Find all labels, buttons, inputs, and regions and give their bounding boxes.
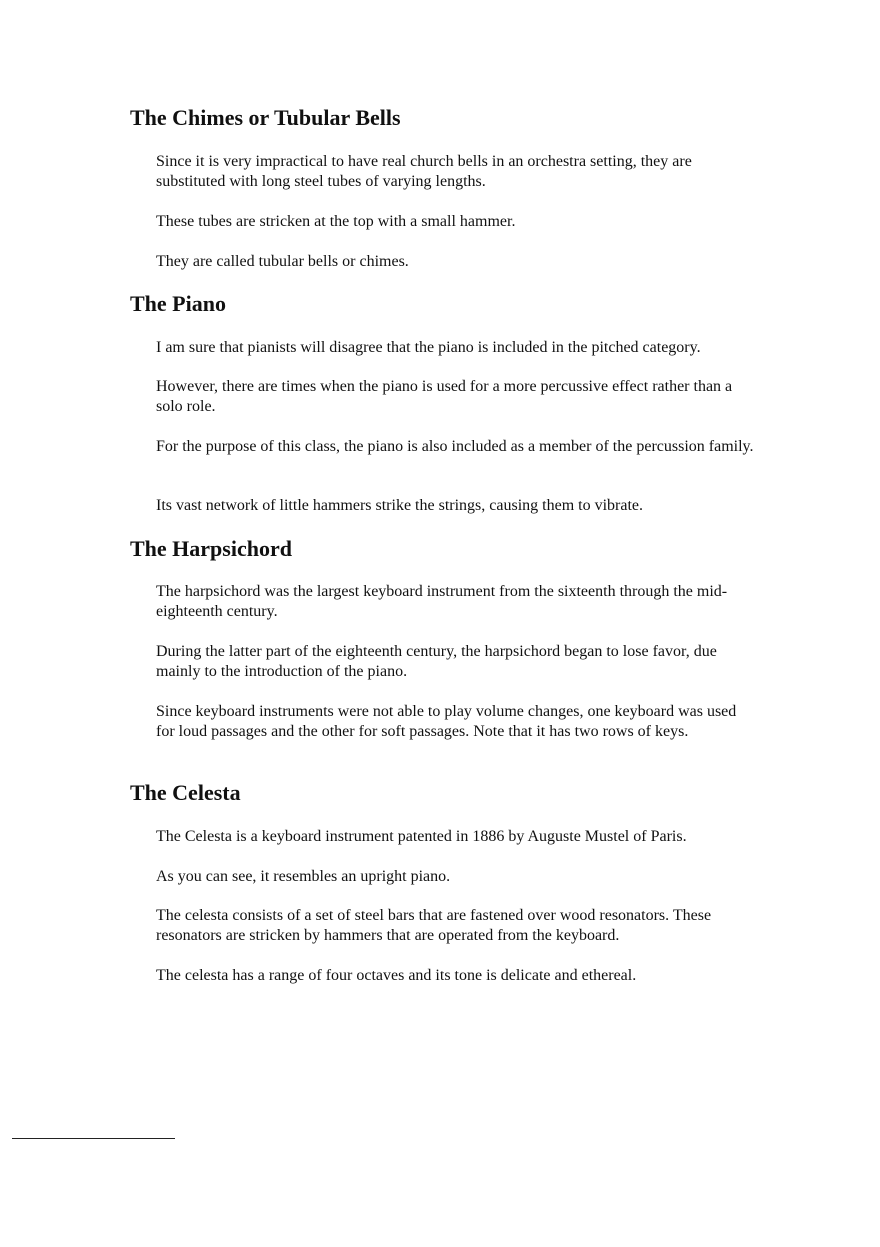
heading-harpsichord: The Harpsichord (130, 536, 292, 561)
paragraph-piano-1: I am sure that pianists will disagree that the piano is included in the pitched category. (156, 339, 701, 356)
paragraph-celesta-4: The celesta has a range of four octaves and its tone is delicate and ethereal. (156, 967, 637, 984)
paragraph-piano-4: Its vast network of little hammers strike the strings, causing them to vibrate. (156, 497, 644, 514)
paragraph-harpsichord-2: During the latter part of the eighteenth century, the harpsichord began to lose favor, due mainly to the introduction of the piano. (156, 643, 717, 680)
heading-piano: The Piano (130, 291, 226, 316)
paragraph-chimes-2: These tubes are stricken at the top with a small hammer. (156, 213, 516, 230)
paragraph-piano-3: For the purpose of this class, the piano is also included as a member of the percussion family. (156, 438, 754, 455)
footnote-separator (12, 1138, 175, 1139)
paragraph-celesta-3: The celesta consists of a set of steel bars that are fastened over wood resonators. These resonators are stricken by hammers that are operated from the keyboard. (156, 907, 712, 944)
paragraph-celesta-1: The Celesta is a keyboard instrument patented in 1886 by Auguste Mustel of Paris. (156, 828, 687, 845)
paragraph-harpsichord-1: The harpsichord was the largest keyboard instrument from the sixteenth through the mid-eighteenth century. (156, 583, 728, 620)
heading-celesta: The Celesta (130, 780, 241, 805)
paragraph-piano-2: However, there are times when the piano is used for a more percussive effect rather than a solo role. (156, 378, 733, 415)
paragraph-harpsichord-3: Since keyboard instruments were not able to play volume changes, one keyboard was used for loud passages and the other for soft passages. Note that it has two rows of keys. (156, 703, 737, 740)
paragraph-chimes-3: They are called tubular bells or chimes. (156, 253, 409, 270)
heading-chimes: The Chimes or Tubular Bells (130, 105, 401, 130)
paragraph-celesta-2: As you can see, it resembles an upright piano. (156, 868, 451, 885)
paragraph-chimes-1: Since it is very impractical to have real church bells in an orchestra setting, they are substituted with long steel tubes of varying lengths. (156, 153, 692, 190)
